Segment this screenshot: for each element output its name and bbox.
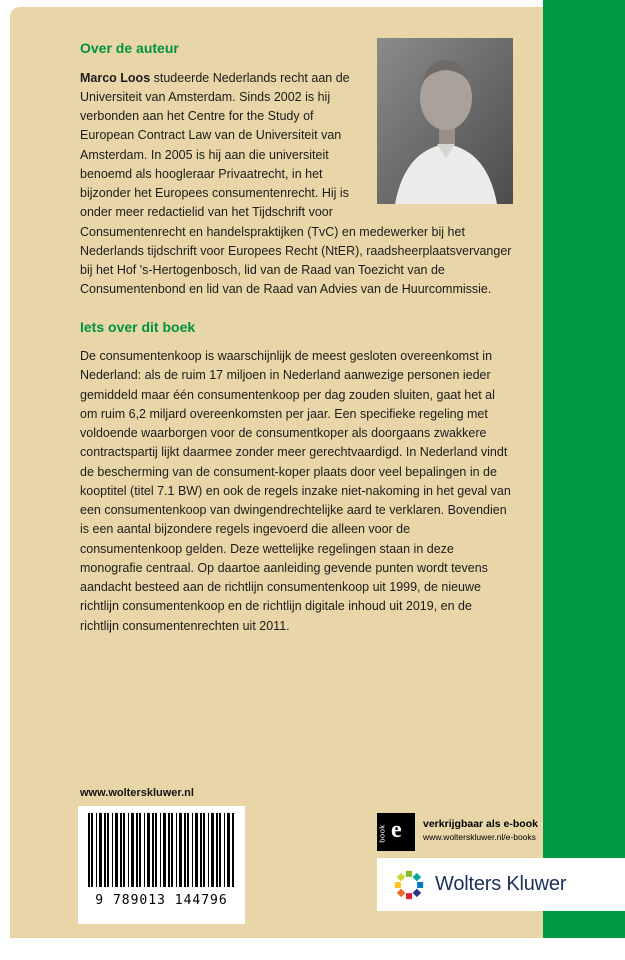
ebook-icon xyxy=(377,813,415,851)
about-author-section xyxy=(80,38,513,300)
about-author-body: studeerde Nederlands recht aan de Universiteit van Amsterdam. Sinds 2002 is hij verbonden aan het Centre for the Study of European Contract Law van de Universiteit van Amsterdam. In 2005 is hij aan die universiteit benoemd als hoogleraar Privaatrecht, in het bijzonder het Europees consumentenrecht. Hij is onder meer redactielid van het Tijdschrift voor Consumentenrecht en handelspraktijken (TvC) en medewerker bij het Nederlands tijdschrift voor Europees Recht (NtER), raadsheerplaatsvervanger bij het Hof 's-Hertogenbosch, lid van de Raad van Toezicht van de Consumentenbond en lid van de Raad van Advies van de Huurcommissie. xyxy=(80,70,512,297)
ebook-availability-text: verkrijgbaar als e-book xyxy=(423,818,538,830)
cover-content xyxy=(10,7,543,636)
barcode-number: 9 789013 144796 xyxy=(95,893,228,908)
green-spine-stripe xyxy=(543,0,625,938)
about-book-text: De consumentenkoop is waarschijnlijk de meest gesloten overeenkomst in Nederland: als de ruim 17 miljoen in Nederland aanwezige personen ieder gemiddeld maar één consumentenkoop per dag zouden sluiten, gaat het al om ruim 6,2 miljard overeenkomsten per jaar. Een specifieke regeling met voldoende waarborgen voor de consumentkoper als doorgaans zwakkere contractspartij lijkt daarmee zonder meer gerechtvaardigd. In Nederland vindt de bescherming van de consument-koper plaats door veel bepalingen in de kooptitel (titel 7.1 BW) en ook de regels inzake niet-nakoming in het geval van een consumentenkoop van dwingendrechtelijke aard te verklaren. Bovendien is een aantal bijzondere regels ingevoerd die alleen voor de consumentenkoop gelden. Deze wettelijke regelingen staan in deze monografie centraal. Op daartoe aanleiding gevende punten wordt tevens aandacht besteed aan de richtlijn consumentenkoop uit 1999, de nieuwe richtlijn consumentenkoop en de richtlijn digitale inhoud uit 2019, en de richtlijn consumentenrechten uit 2011. xyxy=(80,349,511,633)
about-book-heading: Iets over dit boek xyxy=(80,318,196,335)
ebook-badge xyxy=(377,813,538,851)
ebook-url-text: www.wolterskluwer.nl/e-books xyxy=(423,832,536,842)
about-book-section xyxy=(80,317,513,636)
publisher-logo-band xyxy=(377,858,625,911)
barcode-bars xyxy=(88,813,235,887)
barcode xyxy=(78,806,245,924)
author-name: Marco Loos xyxy=(80,70,151,85)
publisher-name: Wolters Kluwer xyxy=(435,873,567,895)
ebook-text xyxy=(423,813,538,842)
ebook-icon-e-label: e xyxy=(391,817,402,843)
about-author-heading: Over de auteur xyxy=(80,40,179,56)
ebook-icon-book-label: book xyxy=(377,824,387,843)
wolters-kluwer-logo-icon xyxy=(392,868,426,902)
author-photo xyxy=(377,38,513,204)
publisher-website: www.wolterskluwer.nl xyxy=(80,787,194,799)
